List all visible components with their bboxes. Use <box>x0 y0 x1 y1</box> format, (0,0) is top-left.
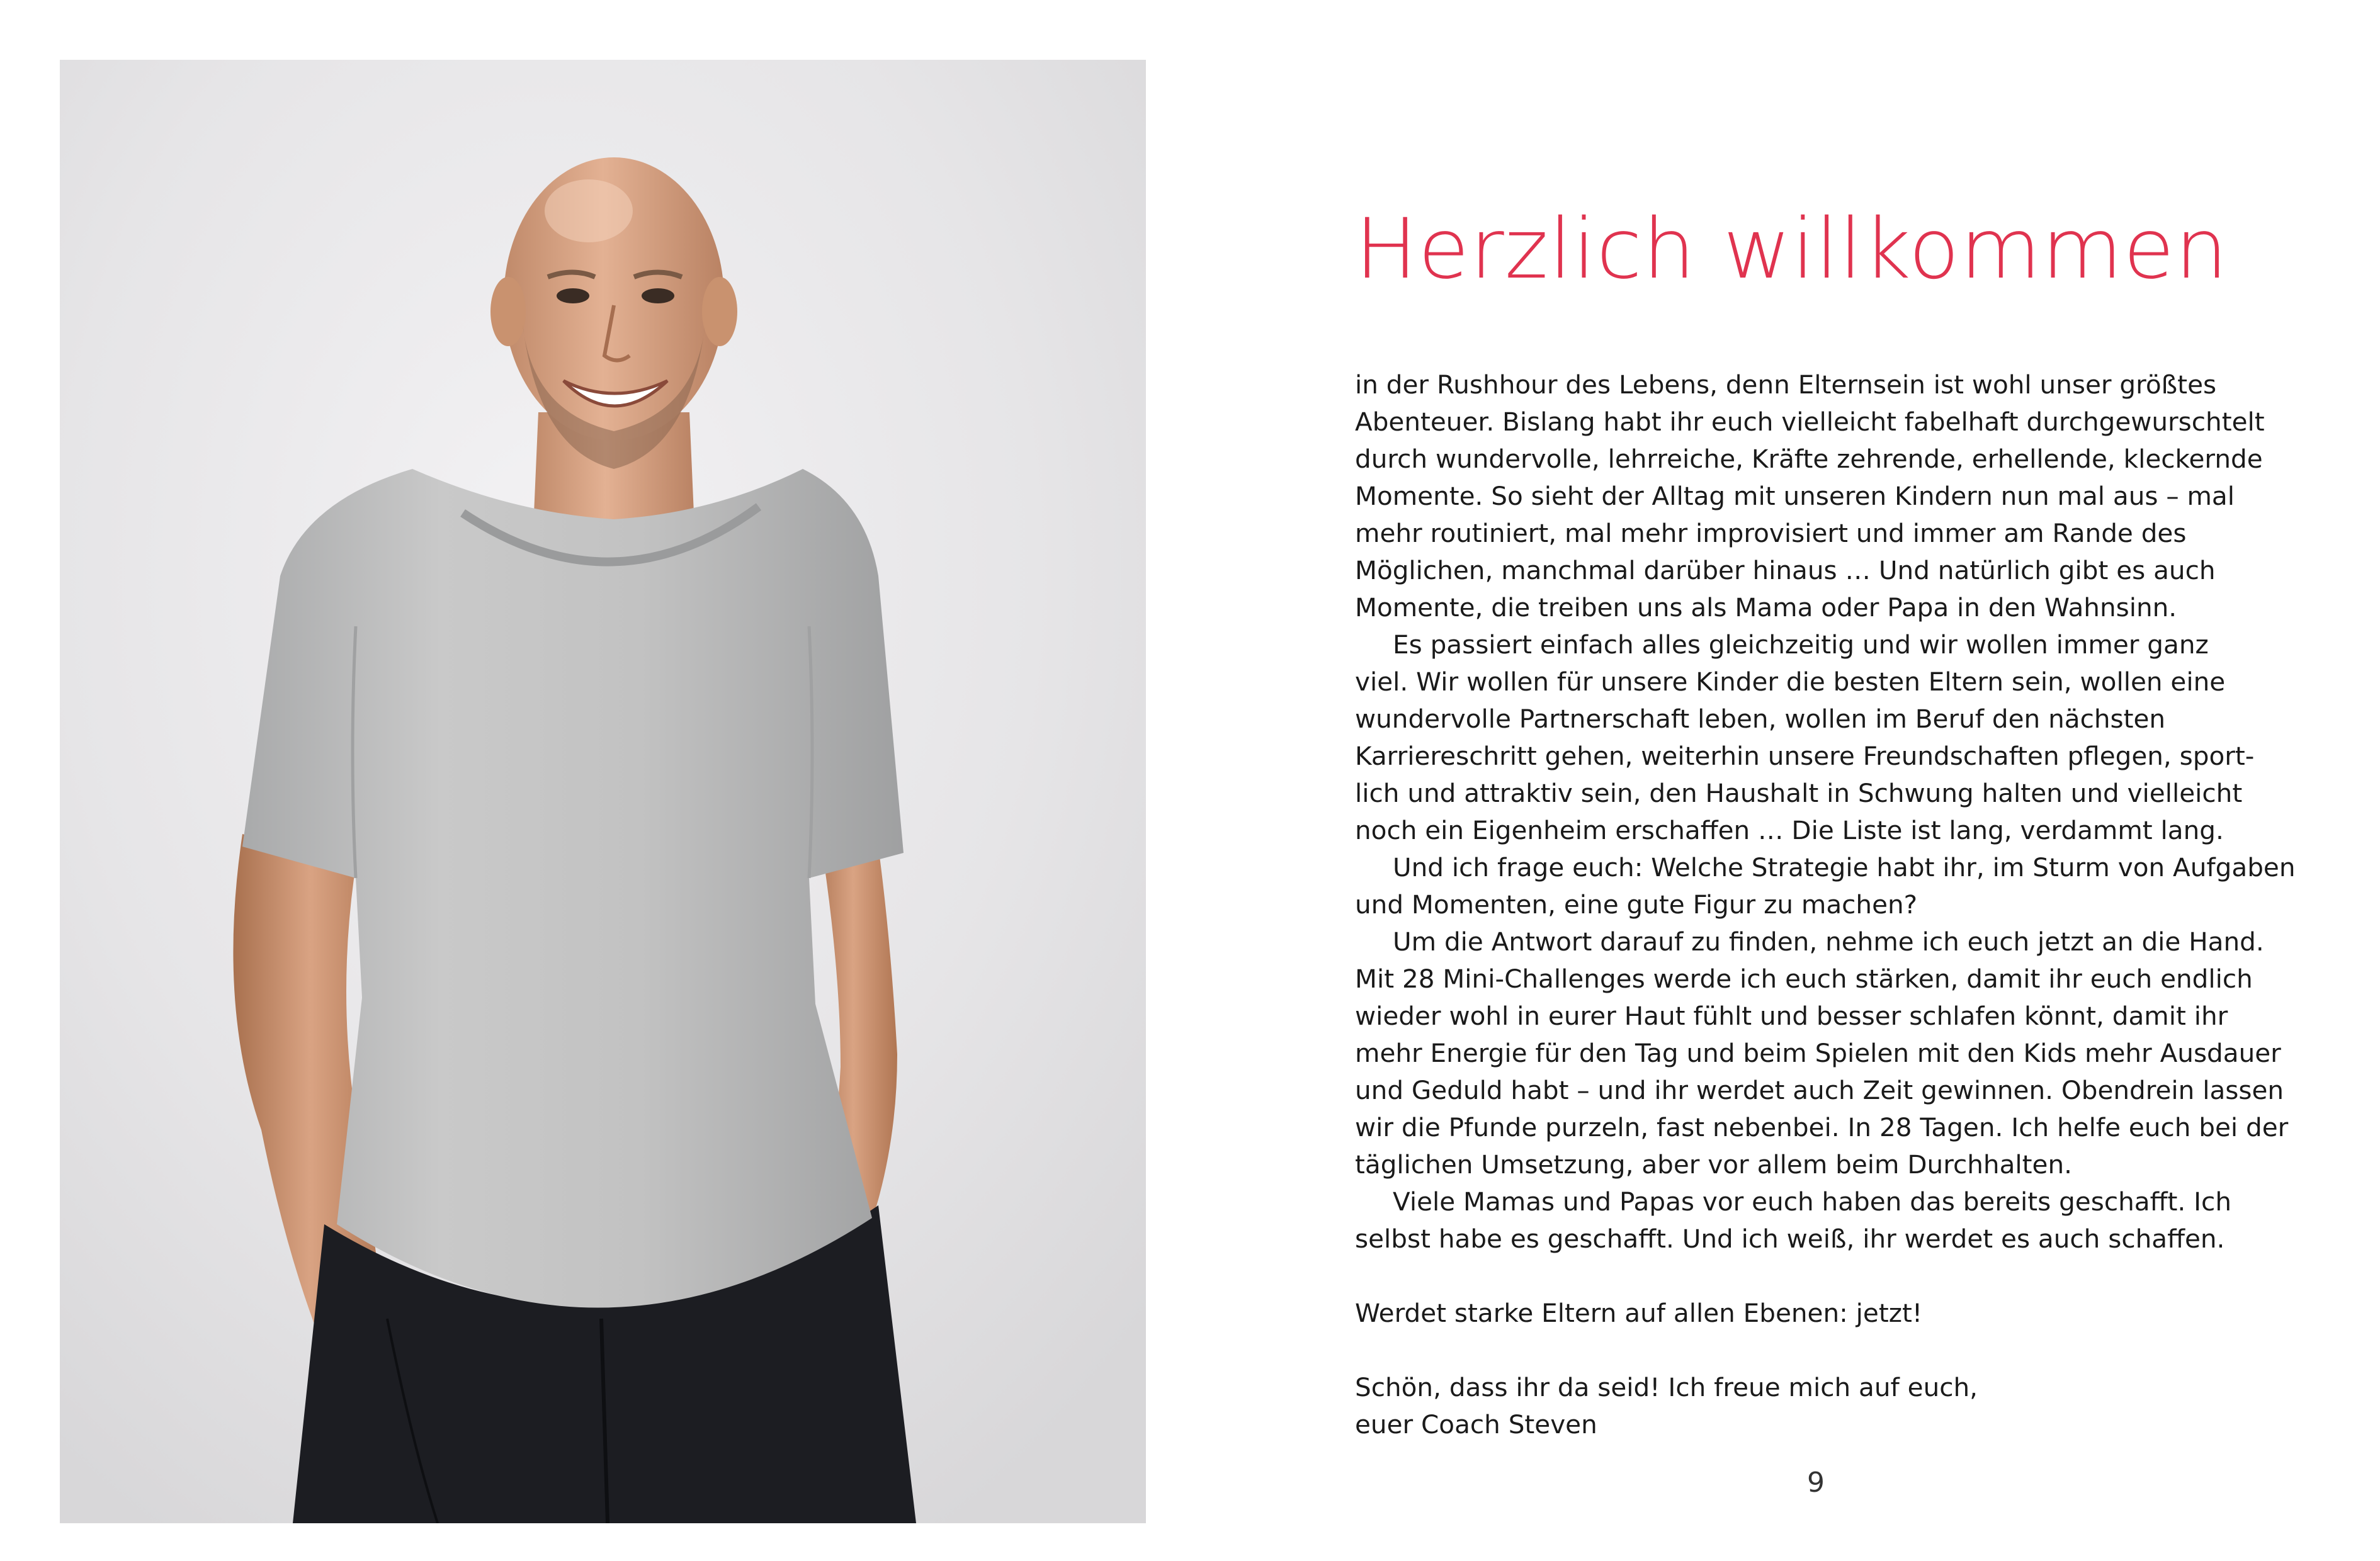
text-line: Viele Mamas und Papas vor euch haben das bereits geschafft. Ich <box>1393 1186 2231 1217</box>
text-line: Abenteuer. Bislang habt ihr euch vielleicht fabelhaft durchgewurschtelt <box>1355 407 2265 437</box>
paragraph <box>1355 1183 2268 1258</box>
text-line: Möglichen, manchmal darüber hinaus … Und natürlich gibt es auch <box>1355 555 2216 585</box>
text-line: mehr Energie für den Tag und beim Spielen mit den Kids mehr Ausdauer <box>1355 1038 2281 1068</box>
text-line: Und ich frage euch: Welche Strategie habt ihr, im Sturm von Aufgaben <box>1393 852 2296 882</box>
body-text <box>1355 366 2296 1443</box>
text-line: wundervolle Partnerschaft leben, wollen im Beruf den nächsten <box>1355 704 2166 734</box>
text-line: noch ein Eigenheim erschaffen … Die Liste ist lang, verdammt lang. <box>1355 815 2224 845</box>
page-number: 9 <box>1807 1467 1825 1499</box>
text-line: und Geduld habt – und ihr werdet auch Zeit gewinnen. Obendrein lassen <box>1355 1075 2284 1105</box>
text-line: Um die Antwort darauf zu finden, nehme ich euch jetzt an die Hand. <box>1393 927 2264 957</box>
text-line: Momente. So sieht der Alltag mit unseren Kindern nun mal aus – mal <box>1355 481 2235 511</box>
text-line: viel. Wir wollen für unsere Kinder die besten Eltern sein, wollen eine <box>1355 667 2226 697</box>
text-line: und Momenten, eine gute Figur zu machen? <box>1355 889 1918 920</box>
call-to-action: Werdet starke Eltern auf allen Ebenen: jetzt! <box>1355 1298 1923 1328</box>
portrait-photo <box>60 60 1146 1523</box>
text-line: lich und attraktiv sein, den Haushalt in Schwung halten und vielleicht <box>1355 778 2243 808</box>
portrait-illustration <box>60 60 1146 1523</box>
text-line: in der Rushhour des Lebens, denn Elternsein ist wohl unser größtes <box>1355 369 2217 400</box>
paragraph <box>1355 849 2296 923</box>
page-title: Herzlich willkommen <box>1355 201 2229 298</box>
text-line: Es passiert einfach alles gleichzeitig und wir wollen immer ganz <box>1393 629 2209 660</box>
text-line: wir die Pfunde purzeln, fast nebenbei. In 28 Tagen. Ich helfe euch bei der <box>1355 1112 2289 1142</box>
paragraph-spacer <box>1355 1332 2268 1369</box>
text-line: Mit 28 Mini-Challenges werde ich euch stärken, damit ihr euch endlich <box>1355 964 2253 994</box>
text-line: Karriereschritt gehen, weiterhin unsere Freundschaften pflegen, sport- <box>1355 741 2255 771</box>
paragraph <box>1355 626 2268 849</box>
text-line: selbst habe es geschafft. Und ich weiß, ihr werdet es auch schaffen. <box>1355 1224 2225 1254</box>
text-line: mehr routiniert, mal mehr improvisiert und immer am Rande des <box>1355 518 2187 548</box>
text-line: wieder wohl in eurer Haut fühlt und besser schlafen könnt, damit ihr <box>1355 1001 2228 1031</box>
paragraph-spacer <box>1355 1258 2268 1295</box>
signature-line: euer Coach Steven <box>1355 1409 1597 1440</box>
paragraph <box>1355 923 2289 1183</box>
paragraph <box>1355 366 2268 626</box>
text-line: täglichen Umsetzung, aber vor allem beim Durchhalten. <box>1355 1149 2072 1180</box>
text-line: durch wundervolle, lehrreiche, Kräfte zehrende, erhellende, kleckernde <box>1355 444 2263 474</box>
closing-line: Schön, dass ihr da seid! Ich freue mich auf euch, <box>1355 1372 1978 1402</box>
text-line: Momente, die treiben uns als Mama oder Papa in den Wahnsinn. <box>1355 592 2177 623</box>
